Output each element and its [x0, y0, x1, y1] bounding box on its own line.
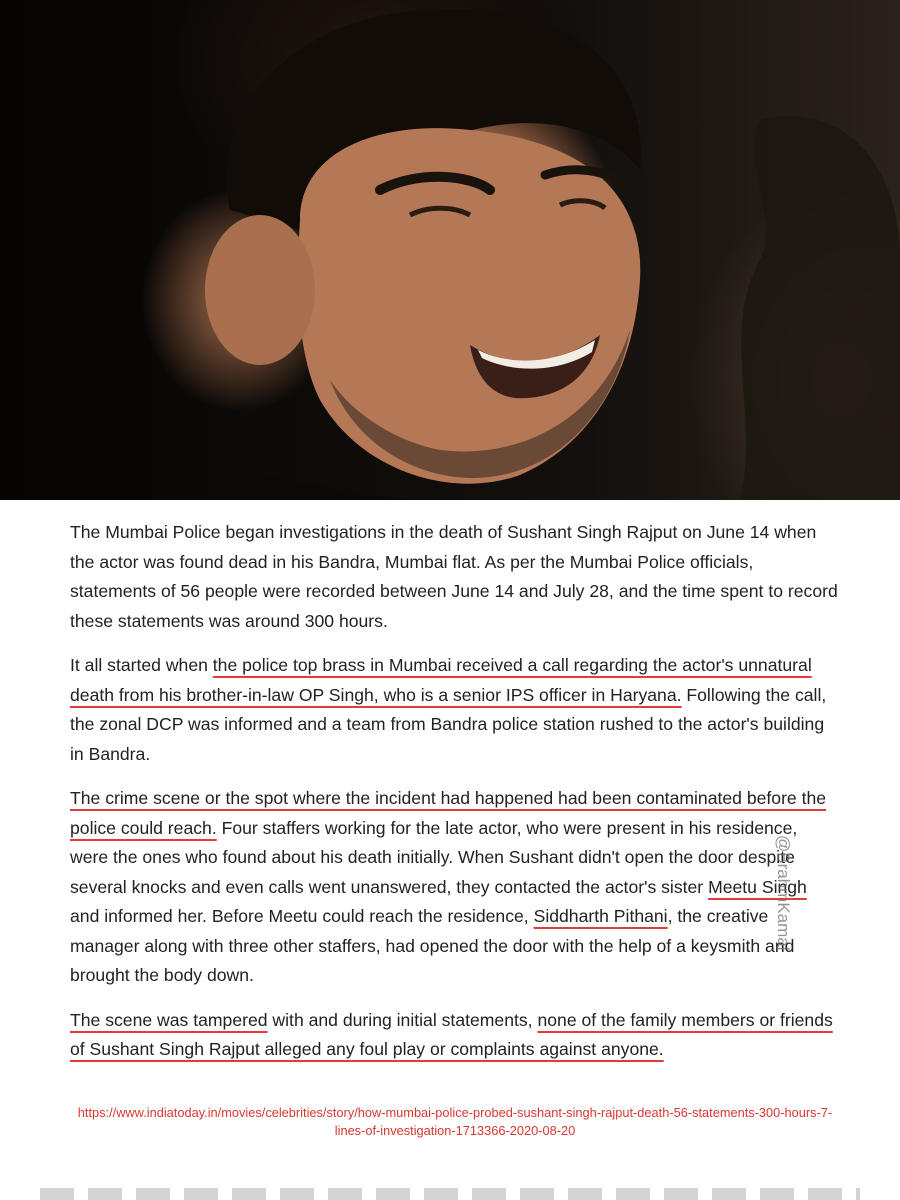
highlight-meetu-singh: Meetu Singh [708, 876, 807, 897]
highlight-scene-tampered: The scene was tampered [70, 1009, 268, 1030]
paragraph-2 [70, 651, 840, 769]
paragraph-4-text-b: with and during initial statements, [267, 1009, 538, 1030]
paragraph-4 [70, 1006, 840, 1065]
paragraph-3-text-f: , the creative manager along with three other staffers, had opened the door with the help of a keysmith and brought the body down. [70, 906, 795, 985]
portrait-illustration [0, 0, 900, 500]
paragraph-2-text-a: It all started when [70, 655, 213, 675]
hero-photo [0, 0, 900, 500]
paragraph-3-text-d: and informed her. Before Meetu could reach the residence, [70, 906, 534, 926]
source-url-text[interactable]: https://www.indiatoday.in/movies/celebrities/story/how-mumbai-police-probed-sushant-singh-rajput-death-56-statements-300-hours-7-lines-of-investigation-1713366-2020-08-20 [77, 1105, 833, 1138]
cropped-next-line [40, 1188, 860, 1200]
highlight-no-foul-play: none of the family members or friends of Sushant Singh Rajput alleged any foul play or complaints against anyone. [70, 1009, 833, 1059]
highlight-phone-call: the police top brass in Mumbai received a call regarding the actor's unnatural death from his brother-in-law OP Singh, who is a senior IPS officer in Haryana. [70, 655, 812, 705]
source-link[interactable] [70, 1104, 840, 1140]
paragraph-1 [70, 518, 840, 636]
watermark-text: @BrahmKamal [774, 835, 793, 951]
highlight-siddharth-pithani: Siddharth Pithani [533, 906, 668, 926]
watermark [775, 835, 795, 995]
paragraph-1-text: The Mumbai Police began investigations in the death of Sushant Singh Rajput on June 14 when the actor was found dead in his Bandra, Mumbai flat. As per the Mumbai Police officials, statements of 56 people were recorded between June 14 and July 28, and the time spent to record these statements was around 300 hours. [70, 522, 838, 631]
article-body [70, 518, 840, 1080]
paragraph-3-text-b: Four staffers working for the late actor, who were present in his residence, were the ones who found about his death initially. When Sushant didn't open the door despite several knocks and even calls went unanswered, they contacted the actor's sister [70, 817, 798, 897]
paragraph-2-text-c: Following the call, the zonal DCP was informed and a team from Bandra police station rushed to the actor's building in Bandra. [70, 684, 827, 764]
highlight-crime-scene: The crime scene or the spot where the incident had happened had been contaminated before the police could reach. [70, 788, 827, 838]
paragraph-3 [70, 784, 840, 991]
